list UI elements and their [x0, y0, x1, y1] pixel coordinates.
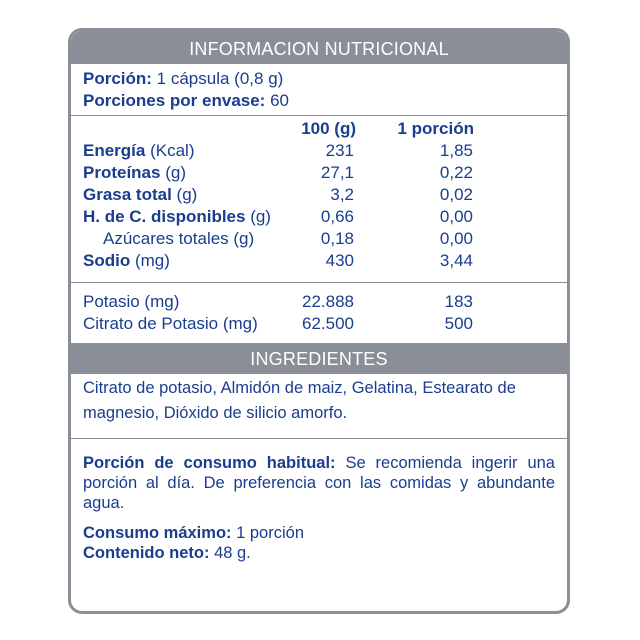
nutrition-label-card	[68, 28, 570, 614]
value-per-portion: 1,85	[439, 141, 473, 160]
nutrient-unit: Azúcares totales (g)	[103, 229, 255, 248]
nutrient-unit: (Kcal)	[145, 141, 195, 160]
nutrient-label	[83, 184, 197, 206]
nutrition-header: INFORMACION NUTRICIONAL	[71, 31, 567, 64]
max-consumption-value: 1 porción	[231, 524, 304, 542]
column-header-100g: 100 (g)	[301, 119, 356, 138]
portion-label: Porción:	[83, 69, 152, 88]
nutrition-column-headers	[83, 118, 555, 140]
nutrient-unit: (g)	[245, 207, 271, 226]
mineral-label: Potasio (mg)	[83, 292, 180, 311]
portion-value: 1 cápsula (0,8 g)	[151, 69, 284, 88]
value-per-portion: 0,02	[439, 185, 473, 204]
nutrition-row	[83, 140, 555, 162]
habitual-portion-paragraph	[83, 453, 555, 513]
value-per-portion: 0,00	[439, 229, 473, 248]
usage-section	[71, 439, 567, 563]
nutrient-unit: (mg)	[130, 251, 170, 270]
value-per-100g: 231	[325, 141, 354, 160]
serving-section	[71, 64, 567, 116]
minerals-table	[71, 283, 567, 344]
nutrient-label	[83, 206, 271, 228]
mineral-row	[83, 313, 555, 335]
value-per-portion: 3,44	[439, 251, 473, 270]
nutrient-unit: (g)	[171, 185, 198, 204]
value-per-100g: 3,2	[330, 185, 354, 204]
value-per-portion: 183	[444, 292, 473, 311]
net-content-line	[83, 543, 555, 563]
value-per-100g: 0,18	[320, 229, 354, 248]
value-per-100g: 22.888	[302, 292, 354, 311]
value-per-100g: 0,66	[320, 207, 354, 226]
nutrition-table	[71, 116, 567, 283]
value-per-100g: 62.500	[302, 314, 354, 333]
nutrient-name: Proteínas	[83, 163, 161, 182]
nutrient-label	[83, 162, 186, 184]
mineral-label: Citrato de Potasio (mg)	[83, 314, 258, 333]
nutrition-row	[83, 162, 555, 184]
per-pack-value: 60	[265, 90, 289, 110]
nutrient-label	[83, 140, 194, 162]
nutrient-name: Sodio	[83, 251, 131, 270]
net-content-label: Contenido neto:	[83, 544, 210, 562]
column-header-portion: 1 porción	[397, 119, 474, 138]
nutrient-name: Energía	[83, 141, 146, 160]
habitual-portion-label: Porción de consumo habitual:	[83, 454, 336, 472]
net-content-value: 48 g.	[209, 544, 251, 562]
nutrient-name: Grasa total	[83, 185, 172, 204]
max-consumption-line	[83, 523, 555, 543]
value-per-portion: 0,22	[439, 163, 473, 182]
nutrient-label	[83, 250, 170, 272]
nutrient-label	[83, 228, 254, 250]
mineral-row	[83, 291, 555, 313]
value-per-100g: 430	[325, 251, 354, 270]
max-consumption-label: Consumo máximo:	[83, 524, 232, 542]
nutrition-row	[83, 228, 555, 250]
nutrition-row	[83, 184, 555, 206]
value-per-portion: 500	[444, 314, 473, 333]
ingredients-section	[71, 374, 567, 439]
ingredients-header: INGREDIENTES	[71, 344, 567, 374]
portion-line	[83, 68, 555, 90]
per-pack-label: Porciones por envase:	[83, 90, 266, 110]
nutrient-name: H. de C. disponibles	[83, 207, 246, 226]
value-per-100g: 27,1	[320, 163, 354, 182]
per-pack-line	[83, 90, 555, 112]
nutrition-row	[83, 206, 555, 228]
nutrition-row	[83, 250, 555, 272]
habitual-portion-text: Se recomienda ingerir una porción al día. De preferencia con las comidas y abundante agua.	[83, 454, 555, 512]
nutrient-unit: (g)	[160, 163, 186, 182]
value-per-portion: 0,00	[439, 207, 473, 226]
ingredients-text: Citrato de potasio, Almidón de maiz, Gelatina, Estearato de magnesio, Dióxido de silicio amorfo.	[83, 379, 516, 422]
